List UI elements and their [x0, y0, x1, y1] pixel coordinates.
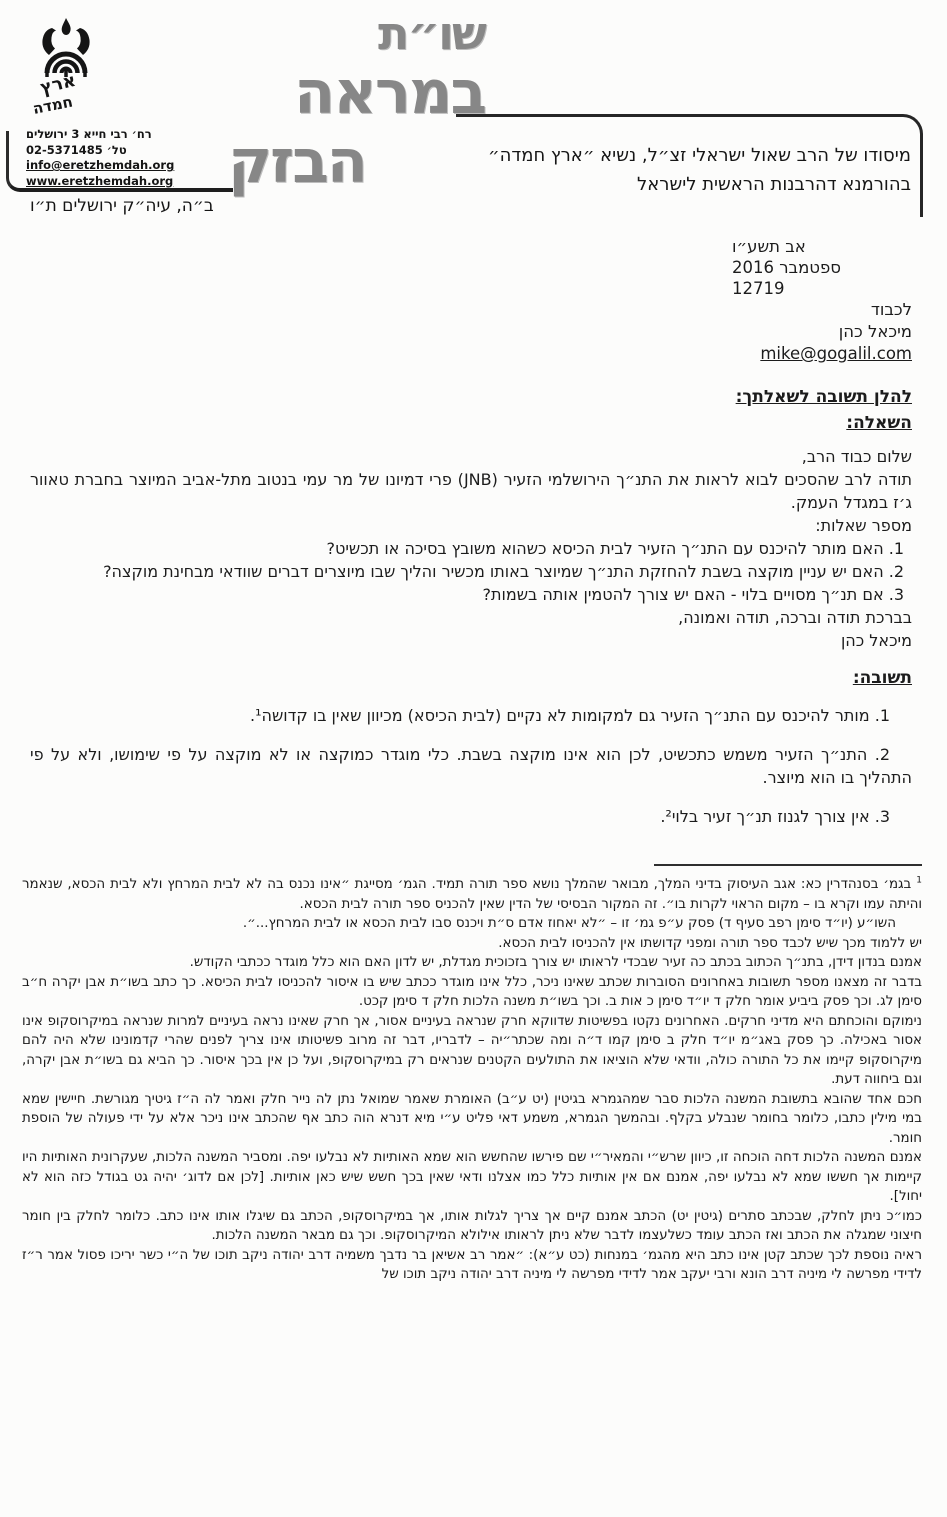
title-word-habazak: הבזק: [228, 127, 367, 197]
question-item: 1. האם מותר להיכנס עם התנ״ך הזעיר לבית הכיסא כשהוא משובץ בסיכה או תכשיט?: [326, 539, 904, 558]
question-intro: תודה לרב שהסכים לבוא לראות את התנ״ך הירושלמי הזעיר (JNB) פרי דמיונו של מר עמי בנטוב מתל-אביב המיוצר בחברת טאוור ג׳ז במגדל העמק.: [30, 470, 913, 512]
question-greeting: שלום כבוד הרב,: [801, 447, 912, 466]
reference-number: 12719: [732, 279, 785, 298]
addressee-honorific: לכבוד: [870, 300, 912, 319]
question-signature: מיכאל כהן: [840, 631, 912, 650]
address-line: רח׳ רבי חייא 3 ירושלים: [26, 127, 152, 141]
addressee-block: [30, 299, 912, 365]
footnote-text: בגמ׳ בסנהדרין כא: אגב העיסוק בדיני המלך, מבואר שהמלך נושא ספר תורה תמיד. הגמ׳ מסייגת ״אינו נכנס בה לא לבית המרחץ ולא לבית הכסא, שנאמר והיתה עמו וקרא בו – מקום הראוי לקרות בו״. זה המקור הבסיסי של הדין שאין להכניס ספר תורה לבית הכסא.: [22, 877, 922, 912]
footnote-paragraph: בדבר זה מצאנו מספר תשובות באחרונים הסוברות שכתב שאינו ניכר, כלל אינו מוגדר ככתב שיש בו איסור להכניסו לבית הכיסא. כך כתב בשו״ת אבן יקרה ח״ב סימן לג. וכך פסק ביביע אומר חלק ד יו״ד סימן כ אות ב. וכך בשו״ת משנה הלכות חלק ד סימן קכט.: [22, 974, 922, 1009]
footnote-separator: [654, 864, 922, 866]
section-headings: [30, 387, 912, 433]
answer-item: 1. מותר להיכנס עם התנ״ך הזעיר גם למקומות לא נקיים (לבית הכיסא) מכיוון שאין בו קדושה¹.: [250, 706, 890, 725]
addressee-name: מיכאל כהן: [838, 322, 912, 341]
bsd-line: ב״ה, עיה״ק ירושלים ת״ו: [30, 196, 214, 216]
footnote-paragraph: נימוקם והוכחתם היא מדיני חרקים. האחרונים נקטו בפשיטות שדווקא חרק שנראה בעיניים אסור, אך חרק שאינו נראה בעיניים למרות שנראה במיקרוסקופ אינו אסור באכילה. כך פסק באג״מ יו״ד חלק ב סימן קמו ד״ה ומה שכתר״יה – לדבריו, דבר זה מרוב פשיטותו אינו צריך לפנים שהרי קדמונינו שלא היה להם מיקרוסקופ קיימו את כל התורה כולה, וודאי שלא הוציאו את התולעים הקטנים שנראים רק במיקרוסקופ, ועל כן אין בכך איסור. כך הביא גם בשו״ת אבן יקרה, וגם ביחווה דעת.: [22, 1013, 922, 1087]
answer-heading: תשובה:: [852, 668, 912, 688]
footnote-paragraph: השו״ע (יו״ד סימן רפב סעיף ד) פסק ע״פ גמ׳ זו – ״לא יאחוז אדם ס״ת ויכנס סבו לבית הכסא או לבית המרחץ...״.: [242, 916, 896, 931]
email-link: info@eretzhemdah.org: [26, 158, 175, 172]
hebrew-date: אב תשע״ו: [732, 237, 806, 256]
reply-intro-heading: להלן תשובה לשאלתך:: [735, 387, 912, 407]
footnotes-block: [22, 875, 922, 1285]
question-item: 3. אם תנ״ך מסויים בלוי - האם יש צורך להטמין אותה בשמות?: [482, 585, 904, 604]
subtitle-line-2: בהורמנא דהרבנות הראשית לישראל: [637, 174, 911, 195]
footnote-paragraph: כמו״כ ניתן לחלק, שבכתב סתרים (גיטין יט) הכתב אמנם קיים אך צריך לגלות אותו, אך במיקרוסקופ, הכתב גם שיגלו אותו אינו כתב. כלומר לחלק בין חומר חיצוני שמגלה את הכתב ואז הכתב עומד כשלעצמו לדבר שלא ניתן לראותו אילולא המיקרוסקופ. וכך גם מבאר המשנה הלכות.: [22, 1208, 922, 1243]
title-word-shut: שו״ת: [378, 6, 485, 60]
subtitle-line-1: מיסודו של הרב שאול ישראלי זצ״ל, נשיא ״ארץ חמדה״: [488, 145, 911, 166]
question-list-intro: מספר שאלות:: [815, 516, 912, 535]
logo-word-eretz: ארץ: [38, 69, 78, 99]
phone-line: טל׳ 02-5371485: [26, 142, 127, 157]
answer-item: 3. אין צורך לגנוז תנ״ך זעיר בלוי².: [660, 807, 890, 826]
footnote-paragraph: ראיה נוספת לכך שכתב קטן אינו כתב היא מהגמ׳ במנחות (כט ע״א): ״אמר רב אשיאן בר נדבך משמיה דרב יהודה ניקב תוכו של ה״י כשר יריכו פסול אמר ר״ז לדידי מפרשה לי מיניה דרב הונא ורבי יעקב אמר לדידי מפרשה לי מיניה דרב יהודה ניקב תוכו של: [22, 1247, 922, 1282]
title-word-bemareh: במראה: [294, 58, 486, 128]
footnote-paragraph: אמנם בנדון דידן, בתנ״ך הכתוב בכתב כה זעיר שבכדי לראותו יש צורך בזכוכית מגדלת, יש לדון האם הוא כלל מוגדר ככתבי הקודש.: [189, 955, 922, 970]
gregorian-date: ספטמבר 2016: [732, 258, 842, 277]
date-block: [732, 236, 912, 299]
question-closing: בברכת תודה וברכה, תודה ואמונה,: [678, 608, 912, 627]
logo-word-hemdah: חמדה: [31, 92, 75, 118]
question-item: 2. האם יש עניין מוקצה בשבת להחזקת התנ״ך שמיוצר באותו מכשיר והליך שבו מיוצרים דברים שוודאי מבחינת מוקצה?: [103, 562, 904, 581]
question-heading: השאלה:: [846, 413, 912, 433]
footnote-paragraph: [22, 875, 922, 914]
footnote-paragraph: יש ללמוד מכך שיש לכבד ספר תורה ומפני קדושתו אין להכניסו לבית הכסא.: [498, 935, 922, 951]
footnote-marker: 1: [916, 875, 922, 886]
answer-item: 2. התנ״ך הזעיר משמש כתכשיט, לכן הוא אינו מוקצה בשבת. כלי מוגדר כמוקצה או לא מוקצה על פי שימושו, ולא על פי התהליך בו הוא מיוצר.: [30, 745, 912, 787]
footnote-paragraph: אמנם המשנה הלכות דחה הוכחה זו, כיוון שרש״י והמאיר״י שם פירשו שהחשש הוא שמא האותיות לא נבלעו יפה. ומסביר המשנה הלכות, שעקרונית האותיות היו קיימות אך חששו שמא לא נבלעו יפה, אמנם אם אין אותיות כלל כמו אצלנו ודאי שאין בכך חשש שיש כאן אותיות. [לכן אם לדוג׳ יהיה גט בגודל כזה הוא לא יחול].: [22, 1150, 922, 1204]
answer-section: [30, 704, 912, 828]
footnote-paragraph: חכם אחד שהובא בתשובת המשנה הלכות סבר שמהגמרא בגיטין (יט ע״ב) האומרת שאמר שמואל נתן לה נייר חלק ואמר לה ה״ז גיטיך מגורשת. חיישין שמא במי מילין כתבו, כלומר בחומר שנבלע בקלף. ובהמשך הגמרא, משמע דאי פליט ע״י מיא דנרא הוה כתב אף שהכתב אינו ניכר אלא על ידי פעולה של הוספת חומר.: [22, 1091, 922, 1146]
footnote-section: [0, 864, 947, 1285]
question-section: [30, 445, 912, 652]
addressee-email: mike@gogalil.com: [760, 344, 912, 363]
website-link: www.eretzhemdah.org: [26, 173, 174, 188]
